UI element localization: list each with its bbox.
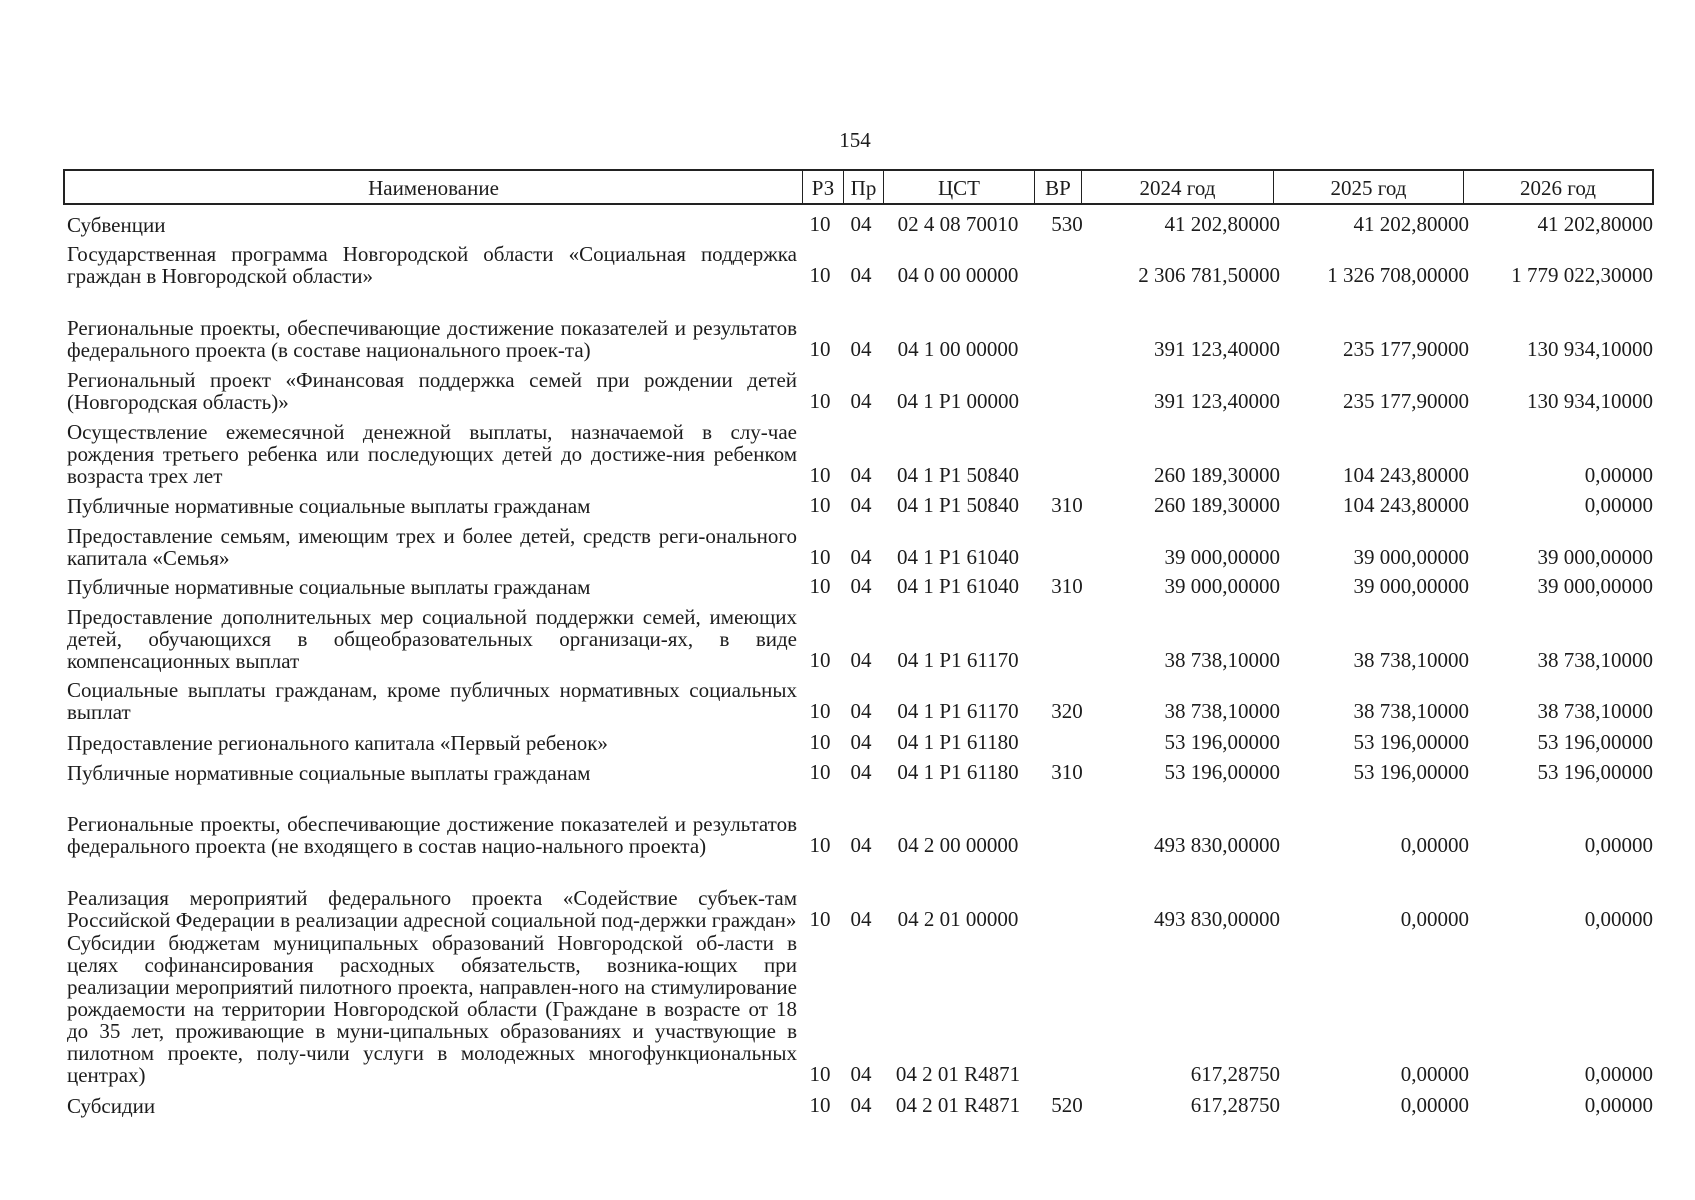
cell-2025: 104 243,80000 [1343,463,1469,487]
cell-rz: 10 [809,545,831,569]
cell-name: Региональный проект «Финансовая поддержка семей при рождении детей (Новгородская область)» [67,368,797,414]
cell-cst: 04 2 01 R4871 [895,1062,1021,1086]
cell-name: Предоставление регионального капитала «Первый ребенок» [67,731,608,755]
cell-2025: 38 738,10000 [1353,648,1469,672]
cell-2026: 0,00000 [1584,833,1653,857]
cell-2024: 38 738,10000 [1164,699,1280,723]
cell-cst: 04 2 00 00000 [897,833,1019,857]
header-2025: 2025 год [1274,171,1464,203]
cell-2024: 493 830,00000 [1154,907,1280,931]
cell-2025: 0,00000 [1400,1093,1469,1117]
cell-2026: 0,00000 [1584,493,1653,517]
cell-cst: 04 2 01 R4871 [895,1093,1021,1117]
cell-2025: 235 177,90000 [1343,389,1469,413]
header-name: Наименование [65,171,803,203]
cell-2024: 391 123,40000 [1154,337,1280,361]
cell-cst: 02 4 08 70010 [897,212,1019,236]
cell-2026: 38 738,10000 [1537,648,1653,672]
cell-2025: 104 243,80000 [1343,493,1469,517]
cell-pr: 04 [850,833,872,857]
cell-2026: 130 934,10000 [1527,389,1653,413]
cell-2025: 38 738,10000 [1353,699,1469,723]
cell-2025: 1 326 708,00000 [1327,263,1469,287]
cell-vr: 520 [1051,1093,1083,1117]
cell-2024: 617,28750 [1190,1093,1280,1117]
cell-name: Социальные выплаты гражданам, кроме публичных нормативных социальных выплат [67,678,797,724]
cell-2025: 41 202,80000 [1353,212,1469,236]
cell-pr: 04 [850,760,872,784]
cell-rz: 10 [809,760,831,784]
cell-2026: 0,00000 [1584,907,1653,931]
cell-rz: 10 [809,1062,831,1086]
cell-name: Региональные проекты, обеспечивающие достижение показателей и результатов федерального проекта (не входящего в состав нацио-нального проекта) [67,812,797,858]
cell-name: Публичные нормативные социальные выплаты гражданам [67,761,591,785]
cell-2024: 260 189,30000 [1154,493,1280,517]
cell-vr: 530 [1051,212,1083,236]
cell-name: Региональные проекты, обеспечивающие достижение показателей и результатов федерального проекта (в составе национального проек-та) [67,316,797,362]
cell-pr: 04 [850,463,872,487]
cell-cst: 04 1 Р1 00000 [897,389,1019,413]
cell-name: Субсидии [67,1094,156,1118]
header-pr: Пр [844,171,884,203]
cell-2025: 0,00000 [1400,1062,1469,1086]
cell-pr: 04 [850,730,872,754]
cell-2024: 493 830,00000 [1154,833,1280,857]
cell-rz: 10 [809,389,831,413]
cell-cst: 04 1 Р1 61040 [897,574,1019,598]
cell-2025: 0,00000 [1400,907,1469,931]
cell-pr: 04 [850,574,872,598]
cell-2026: 53 196,00000 [1537,760,1653,784]
cell-rz: 10 [809,1093,831,1117]
cell-2025: 39 000,00000 [1353,574,1469,598]
cell-2026: 39 000,00000 [1537,545,1653,569]
header-cst: ЦСТ [884,171,1035,203]
cell-name: Осуществление ежемесячной денежной выплаты, назначаемой в слу-чае рождения третьего ребенка или последующих детей до достиже-ния ребенком возраста трех лет [67,420,797,488]
cell-cst: 04 1 Р1 61180 [897,760,1019,784]
cell-vr: 310 [1051,574,1083,598]
header-2026: 2026 год [1520,176,1596,200]
cell-rz: 10 [809,263,831,287]
cell-2025: 39 000,00000 [1353,545,1469,569]
cell-vr: 320 [1051,699,1083,723]
cell-2025: 235 177,90000 [1343,337,1469,361]
cell-pr: 04 [850,907,872,931]
cell-rz: 10 [809,648,831,672]
cell-cst: 04 1 Р1 50840 [897,493,1019,517]
cell-cst: 04 2 01 00000 [897,907,1019,931]
cell-2025: 53 196,00000 [1353,730,1469,754]
cell-2024: 38 738,10000 [1164,648,1280,672]
cell-name: Государственная программа Новгородской области «Социальная поддержка граждан в Новгородской области» [67,242,797,288]
cell-name: Публичные нормативные социальные выплаты гражданам [67,575,591,599]
cell-2026: 41 202,80000 [1537,212,1653,236]
header-rz: РЗ [803,171,844,203]
cell-2026: 0,00000 [1584,463,1653,487]
cell-name: Публичные нормативные социальные выплаты гражданам [67,494,591,518]
cell-rz: 10 [809,699,831,723]
cell-2026: 38 738,10000 [1537,699,1653,723]
cell-2024: 41 202,80000 [1164,212,1280,236]
cell-pr: 04 [850,337,872,361]
cell-vr: 310 [1051,493,1083,517]
cell-2025: 53 196,00000 [1353,760,1469,784]
cell-2024: 53 196,00000 [1164,760,1280,784]
cell-cst: 04 1 Р1 61170 [897,648,1019,672]
cell-vr: 310 [1051,760,1083,784]
cell-2026: 0,00000 [1584,1062,1653,1086]
cell-pr: 04 [850,545,872,569]
cell-cst: 04 1 Р1 61170 [897,699,1019,723]
cell-pr: 04 [850,263,872,287]
cell-cst: 04 0 00 00000 [897,263,1019,287]
cell-2024: 391 123,40000 [1154,389,1280,413]
cell-2025: 0,00000 [1400,833,1469,857]
cell-pr: 04 [850,1093,872,1117]
cell-2026: 0,00000 [1584,1093,1653,1117]
cell-2026: 1 779 022,30000 [1511,263,1653,287]
cell-2024: 617,28750 [1190,1062,1280,1086]
cell-2024: 2 306 781,50000 [1138,263,1280,287]
cell-2024: 39 000,00000 [1164,574,1280,598]
cell-cst: 04 1 Р1 61040 [897,545,1019,569]
cell-2024: 53 196,00000 [1164,730,1280,754]
cell-cst: 04 1 00 00000 [897,337,1019,361]
cell-name: Предоставление семьям, имеющим трех и более детей, средств реги-онального капитала «Семья» [67,524,797,570]
cell-rz: 10 [809,212,831,236]
header-2024: 2024 год [1082,171,1274,203]
cell-rz: 10 [809,907,831,931]
cell-rz: 10 [809,463,831,487]
cell-pr: 04 [850,389,872,413]
cell-name: Реализация мероприятий федерального проекта «Содействие субъек-там Российской Федерации в реализации адресной социальной под-держки граждан» [67,886,797,932]
cell-cst: 04 1 Р1 50840 [897,463,1019,487]
cell-2026: 130 934,10000 [1527,337,1653,361]
cell-pr: 04 [850,648,872,672]
cell-pr: 04 [850,212,872,236]
cell-pr: 04 [850,493,872,517]
cell-name: Субсидии бюджетам муниципальных образований Новгородской об-ласти в целях софинансирования расходных обязательств, возника-ющих при реализации мероприятий пилотного проекта, направлен-ного на стимулирование рождаемости на территории Новгородской области (Граждане в возрасте от 18 до 35 лет, проживающие в муни-ципальных образованиях и участвующие в пилотном проекте, полу-чили услуги в молодежных многофункциональных центрах) [67,931,797,1087]
cell-name: Предоставление дополнительных мер социальной поддержки семей, имеющих детей, обучающихся в общеобразовательных организаци-ях, в виде компенсационных выплат [67,605,797,673]
cell-2024: 39 000,00000 [1164,545,1280,569]
cell-2026: 39 000,00000 [1537,574,1653,598]
cell-rz: 10 [809,833,831,857]
cell-rz: 10 [809,574,831,598]
cell-pr: 04 [850,699,872,723]
page-number: 154 [839,128,871,152]
cell-pr: 04 [850,1062,872,1086]
header-vr: ВР [1035,171,1082,203]
cell-rz: 10 [809,730,831,754]
cell-2024: 260 189,30000 [1154,463,1280,487]
cell-2026: 53 196,00000 [1537,730,1653,754]
cell-rz: 10 [809,493,831,517]
cell-cst: 04 1 Р1 61180 [897,730,1019,754]
cell-name: Субвенции [67,213,166,237]
cell-rz: 10 [809,337,831,361]
